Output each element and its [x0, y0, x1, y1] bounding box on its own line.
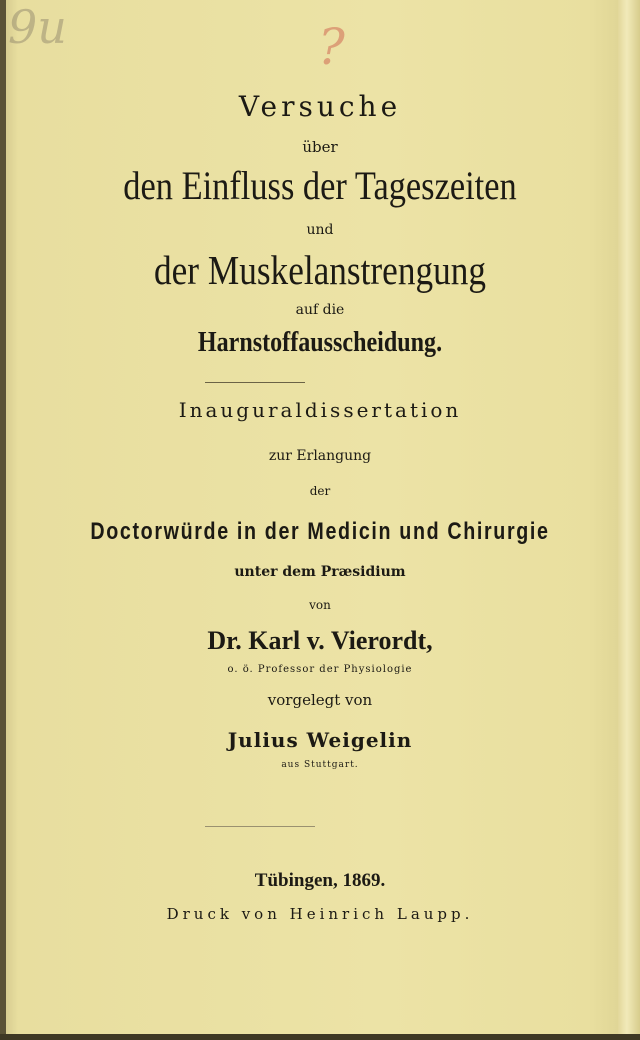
title-line-4: und [306, 222, 334, 238]
title-line-3: den Einfluss der Tageszeiten [123, 163, 517, 208]
divider-rule-bottom [205, 826, 315, 827]
page-edge-bottom [0, 1034, 640, 1040]
title-line-2: über [302, 138, 338, 156]
supervisor-title: o. ö. Professor der Physiologie [227, 664, 413, 675]
title-line-7: Harnstoffausscheidung. [197, 327, 443, 358]
printer-line: Druck von Heinrich Laupp. [166, 905, 474, 923]
submitted-line: vorgelegt von [267, 691, 373, 709]
handwritten-mark-top-left: 9u [8, 0, 67, 54]
title-line-1: Versuche [238, 90, 402, 123]
title-line-5: der Muskelanstrengung [154, 247, 486, 293]
handwritten-mark-top-center: ? [318, 18, 345, 76]
purpose-line-2: der [309, 484, 331, 498]
purpose-line-1: zur Erlangung [268, 448, 372, 464]
degree-line: Doctorwürde in der Medicin und Chirurgie [90, 518, 550, 545]
title-line-6: auf die [295, 302, 345, 318]
dissertation-type: Inauguraldissertation [178, 398, 462, 422]
by-line: von [309, 598, 331, 612]
presidium-line: unter dem Præsidium [234, 564, 406, 580]
supervisor-name: Dr. Karl v. Vierordt, [207, 626, 433, 655]
divider-rule-top [205, 382, 305, 383]
author-name: Julius Weigelin [227, 728, 413, 752]
place-year: Tübingen, 1869. [254, 870, 386, 891]
author-origin: aus Stuttgart. [281, 760, 359, 770]
